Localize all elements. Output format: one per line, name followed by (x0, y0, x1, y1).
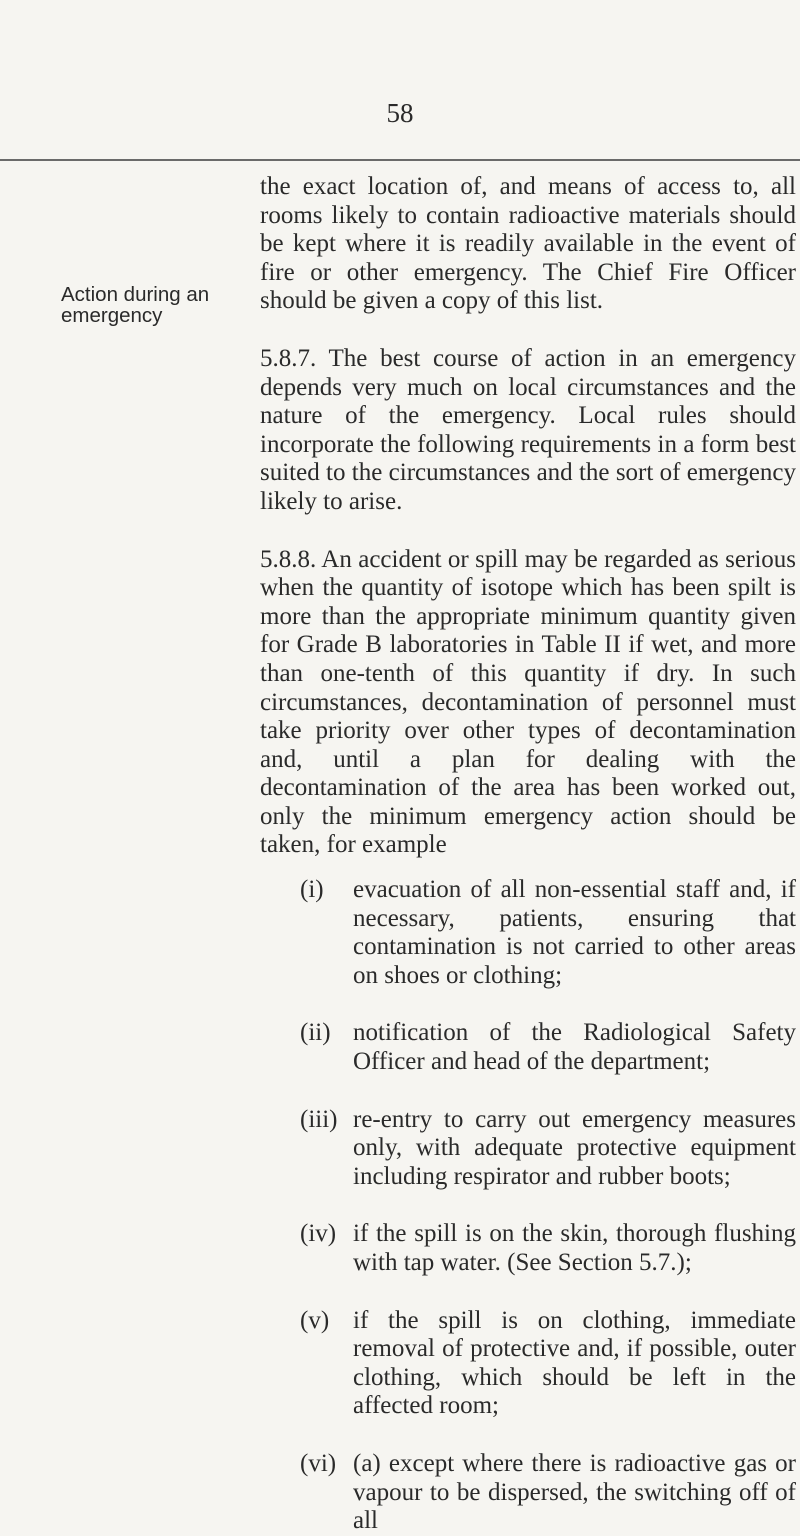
list-item-text: notification of the Radiological Safety Officer and head of the department; (353, 1019, 796, 1076)
margin-note-line-2: emergency (61, 304, 163, 327)
list-item (300, 1106, 796, 1192)
list-item (300, 876, 796, 990)
list-item-text: if the spill is on clothing, immediate removal of protective and, if possible, outer clothing, which should be left in the affected room; (353, 1306, 796, 1420)
paragraph-5-8-8: 5.8.8. An accident or spill may be regarded as serious when the quantity of isotope which has been spilt is more than the appropriate minimum quantity given for Grade B laboratories in Table II if wet, and more than one-tenth of this quantity if dry. In such circumstances, decontamination of personnel must take priority over other types of decontamination and, until a plan for dealing with the decontamination of the area has been worked out, only the minimum emergency action should be taken, for example (260, 545, 796, 859)
page-number: 58 (386, 98, 414, 128)
list-item-text: if the spill is on the skin, thorough flushing with tap water. (See Section 5.7.); (353, 1220, 796, 1276)
list-item (300, 1307, 796, 1421)
header-rule (0, 159, 800, 161)
main-text (260, 173, 796, 1536)
margin-note (61, 284, 241, 326)
list-marker: (v) (300, 1306, 330, 1334)
list-item-text: re-entry to carry out emergency measures only, with adequate protective equipment including respirator and rubber boots; (353, 1105, 796, 1190)
list-item-text: (a) except where there is radioactive gas or vapour to be dispersed, the switching off of all (353, 1449, 796, 1535)
list-marker: (i) (300, 876, 324, 904)
list-marker: (ii) (300, 1019, 331, 1047)
margin-note-line-1: Action during an (61, 283, 210, 306)
list-item (300, 1220, 796, 1277)
paragraph-5-8-7: 5.8.7. The best course of action in an emergency depends very much on local circumstances and the nature of the emergency. Local rules should incorporate the following requirements in a form best suited to the circumstances and the sort of emergency likely to arise. (260, 344, 796, 515)
list-marker: (iv) (300, 1220, 337, 1248)
list-item (300, 1450, 796, 1536)
list-item (300, 1019, 796, 1076)
list-marker: (vi) (300, 1449, 337, 1477)
emergency-actions-list (260, 876, 796, 1536)
list-item-text: evacuation of all non-essential staff and, if necessary, patients, ensuring that contamination is not carried to other areas on shoes or clothing; (353, 876, 796, 989)
list-marker: (iii) (300, 1105, 338, 1133)
paragraph-continuation: the exact location of, and means of access to, all rooms likely to contain radioactive materials should be kept where it is readily available in the event of fire or other emergency. The Chief Fire Officer should be given a copy of this list. (260, 173, 796, 315)
